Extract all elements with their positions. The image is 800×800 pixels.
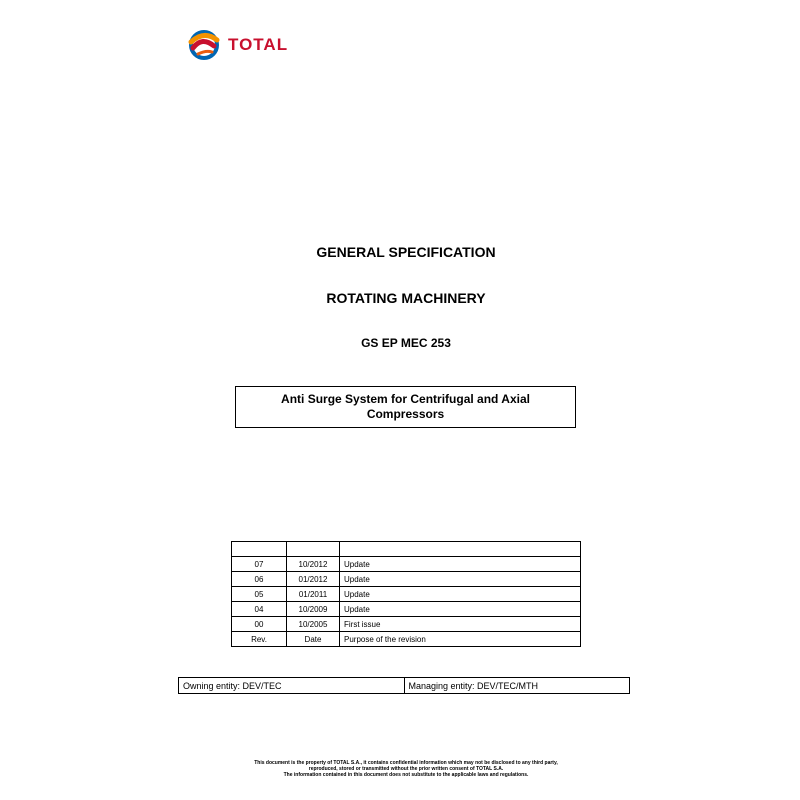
table-row (232, 542, 581, 557)
rev-cell: 05 (232, 587, 287, 602)
category-heading: ROTATING MACHINERY (326, 290, 486, 306)
purpose-cell: Update (340, 602, 581, 617)
notice-line: The information contained in this document does not substitute to the applicable laws and regulations. (283, 772, 529, 778)
total-logo-icon (186, 26, 222, 62)
date-cell: 01/2012 (287, 572, 340, 587)
document-title: Anti Surge System for Centrifugal and Axial Compressors (281, 392, 530, 421)
document-type-heading: GENERAL SPECIFICATION (316, 244, 496, 260)
reference-heading: GS EP MEC 253 (361, 336, 451, 350)
table-row (232, 557, 581, 572)
entity-table (178, 677, 630, 694)
notice-line: This document is the property of TOTAL S.A., it contains confidential information which may not be disclosed to any third party, (254, 760, 558, 766)
owning-entity: Owning entity: DEV/TEC (179, 678, 405, 694)
purpose-cell (340, 542, 581, 557)
document-title-box (235, 386, 576, 428)
table-row (232, 617, 581, 632)
date-header: Date (287, 632, 340, 647)
rev-cell: 07 (232, 557, 287, 572)
date-cell (287, 542, 340, 557)
table-row (232, 572, 581, 587)
purpose-cell: Update (340, 572, 581, 587)
table-row (232, 587, 581, 602)
date-cell: 10/2012 (287, 557, 340, 572)
rev-header: Rev. (232, 632, 287, 647)
date-cell: 10/2009 (287, 602, 340, 617)
purpose-cell: Update (340, 587, 581, 602)
rev-cell: 06 (232, 572, 287, 587)
purpose-cell: Update (340, 557, 581, 572)
managing-entity: Managing entity: DEV/TEC/MTH (404, 678, 630, 694)
purpose-header: Purpose of the revision (340, 632, 581, 647)
date-cell: 01/2011 (287, 587, 340, 602)
table-row (179, 678, 630, 694)
table-header-row (232, 632, 581, 647)
brand-logo (186, 26, 288, 62)
notice-line: reproduced, stored or transmitted without the prior written consent of TOTAL S.A. (308, 766, 504, 772)
confidentiality-notice (0, 760, 800, 778)
brand-name: TOTAL (228, 35, 289, 54)
date-cell: 10/2005 (287, 617, 340, 632)
rev-cell: 04 (232, 602, 287, 617)
table-row (232, 602, 581, 617)
rev-cell (232, 542, 287, 557)
rev-cell: 00 (232, 617, 287, 632)
purpose-cell: First issue (340, 617, 581, 632)
revision-table (231, 541, 581, 647)
